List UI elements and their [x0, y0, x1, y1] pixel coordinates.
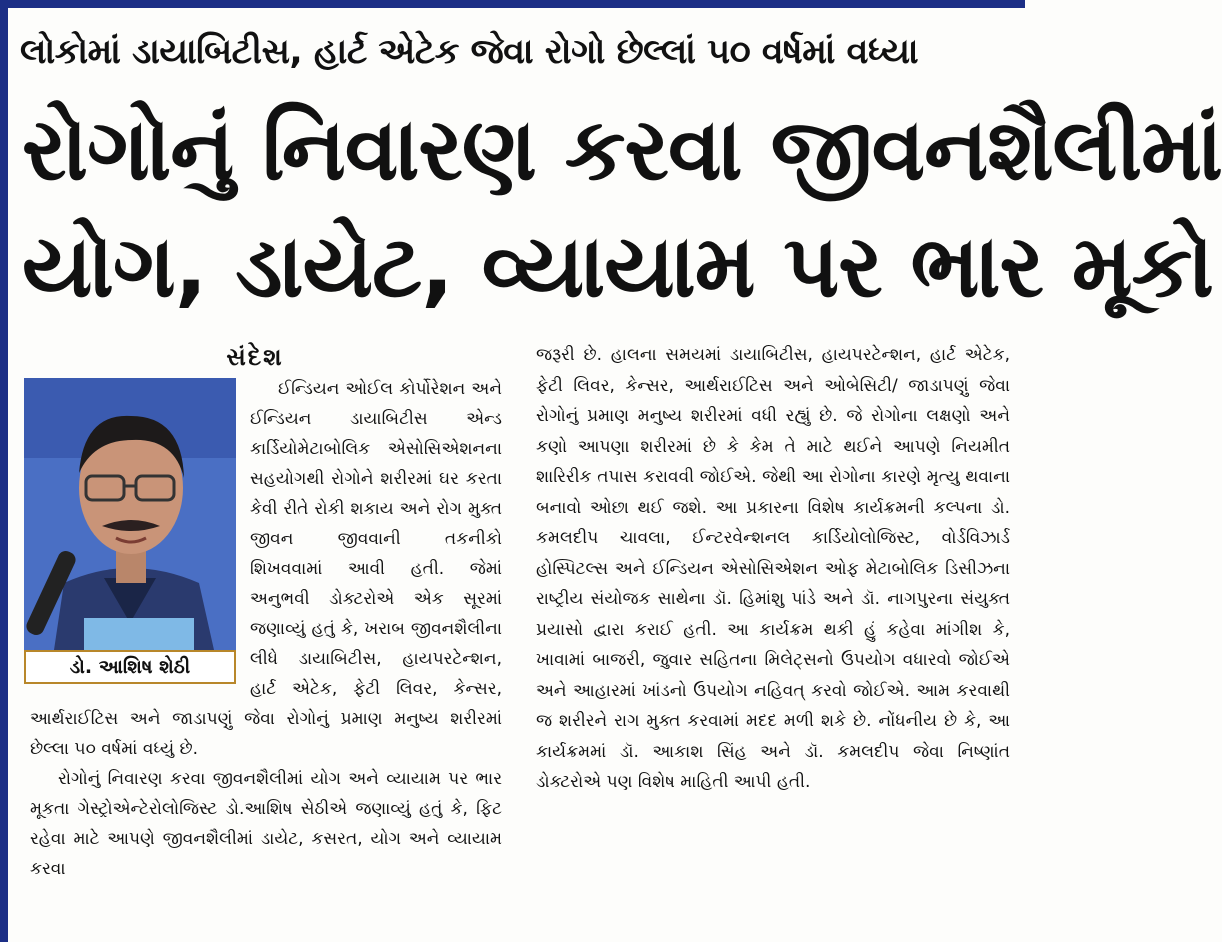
article-paragraph-1: ઈન્ડિયન ઓઈલ કોર્પોરેશન અને ઈન્ડિયન ડાયાબિટીસ એન્ડ કાર્ડિયોમેટાબોલિક એસોસિએશનના સહયોગથી રોગોને શરીરમાં ઘર કરતા કેવી રીતે રોકી શકાય અને રોગ મુક્ત જીવન જીવવાની તકનીકો શિખવવામાં આવી હતી. જેમાં અનુભવી ડોક્ટરોએ એક સૂરમાં જણાવ્યું હતું કે, ખરાબ જીવનશૈલીના લીધે ડાયાબિટીસ, હાયપરટેન્શન, હાર્ટ એટેક, ફેટી લિવર, કેન્સર, આર્થરાઈટિસ અને જાડાપણું જેવા રોગોનું પ્રમાણ મનુષ્ય શરીરમાં છેલ્લા ૫૦ વર્ષમાં વધ્યું છે.	[30, 379, 502, 759]
article-paragraph-3: જરૂરી છે. હાલના સમયમાં ડાયાબિટીસ, હાયપરટેન્શન, હાર્ટ એટેક, ફેટી લિવર, કેન્સર, આર્થરાઈટિસ અને ઓબેસિટી/ જાડાપણું જેવા રોગોનું પ્રમાણ મનુષ્ય શરીરમાં વધી રહ્યું છે. જે રોગોના લક્ષણો અને કણો આપણા શરીરમાં છે કે કેમ તે માટે થઈને આપણે નિયમીત શારિરીક તપાસ કરાવવી જોઈએ. જેથી આ રોગોના કારણે મૃત્યુ થવાના બનાવો ઓછા થઈ જશે. આ પ્રકારના વિશેષ કાર્યક્રમની કલ્પના ડો. કમલદીપ ચાવલા, ઈન્ટરવેન્શનલ કાર્ડિયોલોજિસ્ટ, વોર્ડવિઝાર્ડ હોસ્પિટલ્સ અને ઈન્ડિયન એસોસિએશન ઓફ મેટાબોલિક ડિસીઝના રાષ્ટ્રીય સંયોજક સાથેના ડૉ. હિમાંશુ પાંડે અને ડૉ. નાગપુરના સંયુક્ત પ્રયાસો દ્વારા કરાઈ હતી. આ કાર્યક્રમ થકી હું કહેવા માંગીશ કે, ખાવામાં બાજરી, જુવાર સહિતના મિલેટ્સનો ઉપયોગ વધારવો જોઈએ અને આહારમાં ખાંડનો ઉપયોગ નહિવત્ કરવો જોઈએ. આમ કરવાથી જ શરીરને રાગ મુક્ત કરવામાં મદદ મળી શકે છે. નોંધનીય છે કે, આ કાર્યક્રમમાં ડૉ. આકાશ સિંહ અને ડૉ. કમલદીપ જેવા નિષ્ણાંત ડોક્ટરોએ પણ વિશેષ માહિતી આપી હતી.	[536, 345, 1010, 792]
portrait-image	[24, 378, 236, 650]
main-headline-line-2: યોગ, ડાયેટ, વ્યાયામ પર ભાર મૂકો	[22, 217, 1213, 317]
main-headline-line-1: રોગોનું નિવારણ કરવા જીવનશૈલીમાં	[22, 100, 1222, 200]
author-photo	[24, 378, 236, 688]
article-paragraph-2: રોગોનું નિવારણ કરવા જીવનશૈલીમાં યોગ અને વ્યાયામ પર ભાર મૂકતા ગેસ્ટ્રોએન્ટેરોલોજિસ્ટ ડો.આશિષ સેઠીએ જણાવ્યું હતું કે, ફિટ રહેવા માટે આપણે જીવનશૈલીમાં ડાયેટ, કસરત, યોગ અને વ્યાયામ કરવા	[30, 769, 502, 879]
byline: સંદેશ	[226, 343, 284, 371]
kicker-headline: લોકોમાં ડાયાબિટીસ, હાર્ટ એટેક જેવા રોગો છેલ્લાં ૫૦ વર્ષમાં વધ્યા	[20, 32, 919, 72]
photo-caption: ડો. આશિષ શેઠી	[24, 650, 236, 684]
article-column-right	[536, 340, 1010, 940]
article-column-left	[30, 340, 502, 940]
